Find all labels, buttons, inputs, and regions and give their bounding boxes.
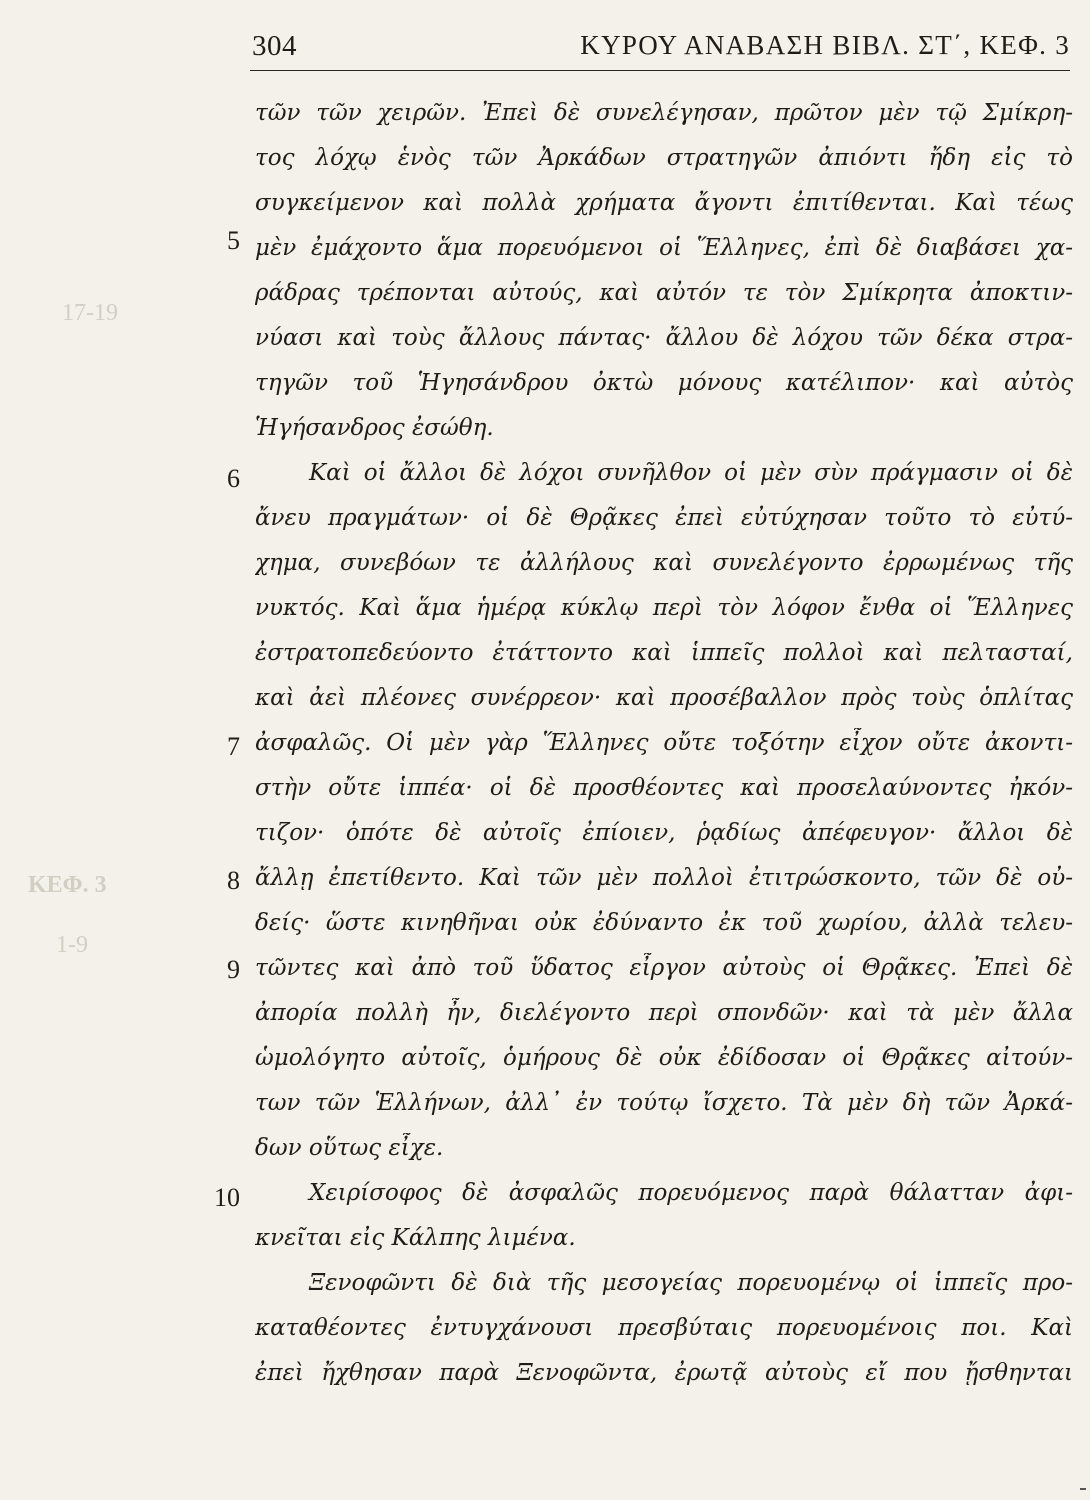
text-line: ράδρας τρέπονται αὐτούς, καὶ αὐτόν τε τὸν Σμίκρητα ἀποκτιν-: [255, 280, 1073, 306]
text-line: Χειρίσοφος δὲ ἀσφαλῶς πορευόμενος παρὰ θάλατταν ἀφι-: [309, 1180, 1073, 1206]
section-number: 7: [227, 732, 240, 761]
bleed-through-range-2: 1-9: [56, 932, 88, 958]
text-line: ἐπεὶ ἤχθησαν παρὰ Ξενοφῶντα, ἐρωτᾷ αὐτοὺς εἴ που ᾔσθηνται: [255, 1360, 1073, 1386]
section-number: 8: [227, 866, 240, 895]
text-line: ἄλλῃ ἐπετίθεντο. Καὶ τῶν μὲν πολλοὶ ἐτιτρώσκοντο, τῶν δὲ οὐ-: [255, 865, 1073, 891]
text-line: ἄνευ πραγμάτων· οἱ δὲ Θρᾷκες ἐπεὶ εὐτύχησαν τοῦτο τὸ εὐτύ-: [255, 505, 1073, 531]
text-line: Ξενοφῶντι δὲ διὰ τῆς μεσογείας πορευομένῳ οἱ ἱππεῖς προ-: [309, 1270, 1073, 1296]
page-header: [250, 24, 1070, 71]
section-number: 6: [227, 464, 240, 493]
text-line: ἐστρατοπεδεύοντο ἐτάττοντο καὶ ἱππεῖς πολλοὶ καὶ πελτασταί,: [255, 640, 1073, 666]
text-line: τῶν τῶν χειρῶν. Ἐπεὶ δὲ συνελέγησαν, πρῶτον μὲν τῷ Σμίκρη-: [255, 100, 1073, 126]
section-number: 9: [227, 955, 240, 984]
text-line: νυκτός. Καὶ ἅμα ἡμέρᾳ κύκλῳ περὶ τὸν λόφον ἔνθα οἱ Ἕλληνες: [255, 595, 1073, 621]
text-line: ὡμολόγητο αὐτοῖς, ὁμήρους δὲ οὐκ ἐδίδοσαν οἱ Θρᾷκες αἰτούν-: [255, 1045, 1073, 1071]
print-mark: [1080, 1488, 1086, 1490]
section-number: 10: [214, 1183, 240, 1212]
text-line: συγκείμενον καὶ πολλὰ χρήματα ἄγοντι ἐπιτίθενται. Καὶ τέως: [255, 190, 1073, 216]
running-title: ΚΥΡΟΥ ΑΝΑΒΑΣΗ ΒΙΒΛ. ΣΤ΄, ΚΕΦ. 3: [580, 30, 1070, 60]
page-number: 304: [252, 30, 297, 62]
text-line: τηγῶν τοῦ Ἡγησάνδρου ὀκτὼ μόνους κατέλιπον· καὶ αὐτὸς: [255, 370, 1073, 396]
text-line: τος λόχῳ ἑνὸς τῶν Ἀρκάδων στρατηγῶν ἀπιόντι ἤδη εἰς τὸ: [255, 145, 1073, 171]
bleed-through-range-1: 17-19: [62, 300, 118, 326]
text-line: τῶντες καὶ ἀπὸ τοῦ ὕδατος εἶργον αὐτοὺς οἱ Θρᾷκες. Ἐπεὶ δὲ: [255, 955, 1073, 981]
text-line: ἀσφαλῶς. Οἱ μὲν γὰρ Ἕλληνες οὔτε τοξότην εἶχον οὔτε ἀκοντι-: [255, 730, 1073, 756]
text-line: καὶ ἀεὶ πλέονες συνέρρεον· καὶ προσέβαλλον πρὸς τοὺς ὁπλίτας: [255, 685, 1073, 711]
text-line: ἀπορία πολλὴ ἦν, διελέγοντο περὶ σπονδῶν· καὶ τὰ μὲν ἄλλα: [255, 1000, 1073, 1026]
text-line: νύασι καὶ τοὺς ἄλλους πάντας· ἄλλου δὲ λόχου τῶν δέκα στρα-: [255, 325, 1073, 351]
text-line: Καὶ οἱ ἄλλοι δὲ λόχοι συνῆλθον οἱ μὲν σὺν πράγμασιν οἱ δὲ: [309, 460, 1073, 486]
text-line: καταθέοντες ἐντυγχάνουσι πρεσβύταις πορευομένοις ποι. Καὶ: [255, 1315, 1073, 1341]
text-line: δείς· ὥστε κινηθῆναι οὐκ ἐδύναντο ἐκ τοῦ χωρίου, ἀλλὰ τελευ-: [255, 910, 1073, 936]
text-line: στὴν οὔτε ἱππέα· οἱ δὲ προσθέοντες καὶ προσελαύνοντες ἠκόν-: [255, 775, 1073, 801]
text-line: τιζον· ὁπότε δὲ αὐτοῖς ἐπίοιεν, ῥᾳδίως ἀπέφευγον· ἄλλοι δὲ: [255, 820, 1073, 846]
text-line: των τῶν Ἑλλήνων, ἀλλ᾽ ἐν τούτῳ ἴσχετο. Τὰ μὲν δὴ τῶν Ἀρκά-: [255, 1090, 1073, 1116]
text-line: δων οὕτως εἶχε.: [255, 1135, 444, 1161]
section-number: 5: [227, 226, 240, 255]
text-line: κνεῖται εἰς Κάλπης λιμένα.: [255, 1225, 576, 1251]
text-line: Ἡγήσανδρος ἐσώθη.: [255, 415, 494, 441]
text-line: μὲν ἐμάχοντο ἅμα πορευόμενοι οἱ Ἕλληνες, ἐπὶ δὲ διαβάσει χα-: [255, 235, 1073, 261]
bleed-through-chapter: ΚΕΦ. 3: [28, 872, 107, 898]
text-line: χημα, συνεβόων τε ἀλλήλους καὶ συνελέγοντο ἐρρωμένως τῆς: [255, 550, 1073, 576]
